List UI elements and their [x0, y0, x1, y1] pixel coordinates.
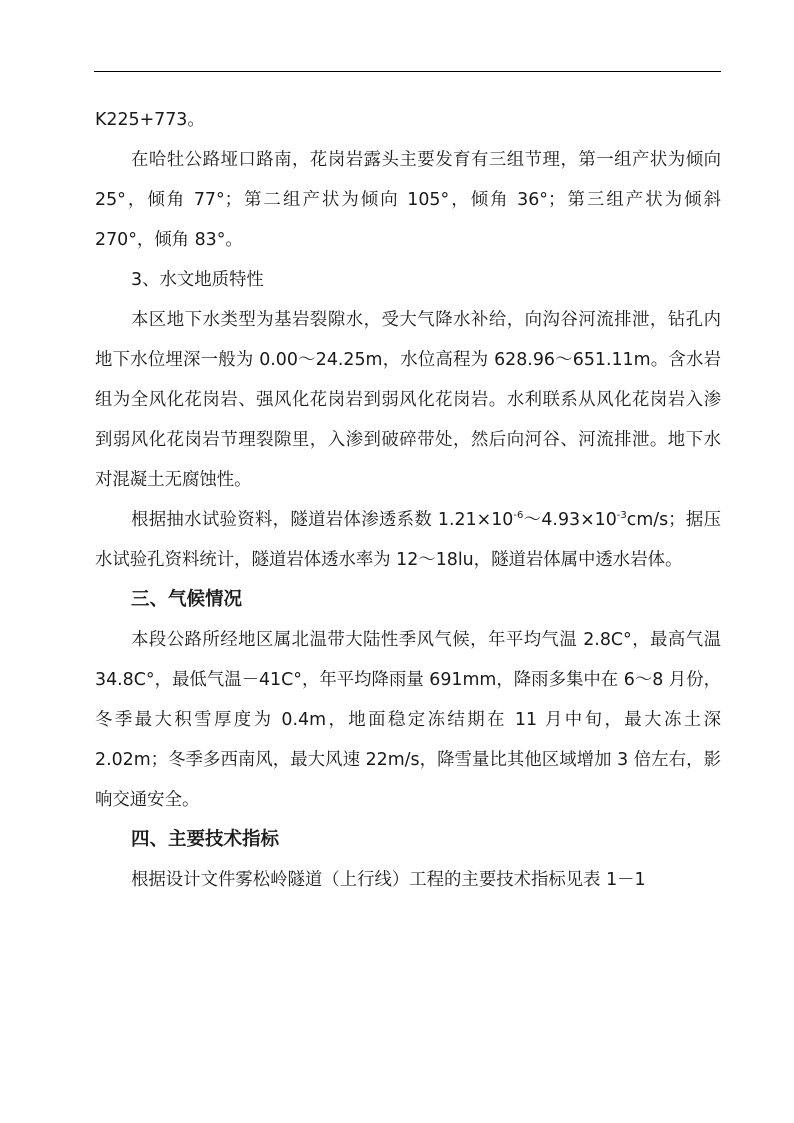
header-rule [94, 71, 721, 72]
paragraph-climate: 本段公路所经地区属北温带大陆性季风气候，年平均气温 2.8C°，最高气温 34.8C°，最低气温－41C°，年平均降雨量 691mm，降雨多集中在 6～8 月份，冬季最大积雪厚度为 0.4m，地面稳定冻结期在 11 月中旬，最大冻土深 2.02m；冬季多西南风，最大风速 22m/s，降雪量比其他区域增加 3 倍左右，影响交通安全。 [95, 630, 721, 810]
exponent-1: -6 [513, 510, 524, 521]
paragraph-station: K225+773。 [95, 110, 205, 130]
section-heading-climate: 三、气候情况 [131, 589, 243, 610]
permeability-text-b: ～4.93×10 [523, 510, 617, 530]
document-body [95, 100, 721, 900]
exponent-2: -3 [616, 510, 627, 521]
paragraph-permeability [95, 500, 721, 580]
permeability-text-c: cm/s；据压水试验孔资料统计，隧道岩体透水率为 12～18lu，隧道岩体属中透水岩体。 [95, 510, 721, 570]
paragraph-groundwater: 本区地下水类型为基岩裂隙水，受大气降水补给，向沟谷河流排泄，钻孔内地下水位埋深一般为 0.00～24.25m，水位高程为 628.96～651.11m。含水岩组为全风化花岗岩、强风化花岗岩到弱风化花岗岩。水利联系从风化花岗岩入渗到弱风化花岗岩节理裂隙里，入渗到破碎带处，然后向河谷、河流排泄。地下水对混凝土无腐蚀性。 [95, 310, 721, 490]
section-heading-hydrogeology: 3、水文地质特性 [131, 270, 264, 290]
permeability-text-a: 根据抽水试验资料，隧道岩体渗透系数 1.21×10 [131, 510, 514, 530]
paragraph-joints: 在哈牡公路垭口路南，花岗岩露头主要发育有三组节理，第一组产状为倾向 25°，倾角 77°；第二组产状为倾向 105°，倾角 36°；第三组产状为倾斜 270°，倾角 83°。 [95, 150, 721, 250]
section-heading-technical-indicators: 四、主要技术指标 [131, 829, 280, 850]
paragraph-technical-indicators: 根据设计文件雾松岭隧道（上行线）工程的主要技术指标见表 1－1 [131, 870, 646, 890]
